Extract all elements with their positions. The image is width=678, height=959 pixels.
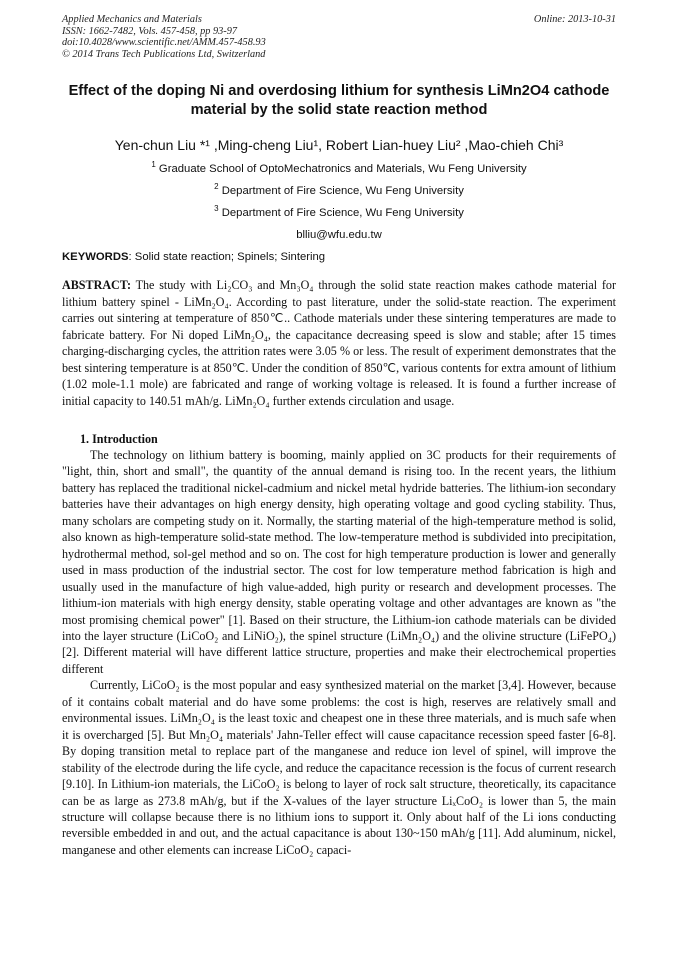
online-date: Online: 2013-10-31: [533, 14, 616, 25]
affiliation-1-text: Graduate School of OptoMechatronics and Materials, Wu Feng University: [158, 163, 527, 175]
paper-title: Effect of the doping Ni and overdosing lithium for synthesis LiMn2O4 cathode material by the solid state reaction method: [68, 83, 610, 118]
issn-line: ISSN: 1662-7482, Vols. 457-458, pp 93-97: [62, 25, 238, 37]
paragraph: Currently, LiCoO₂ is the most popular and easy synthesized material on the market [3,4]. However, because of it contains cobalt material and do have some problems: the cost is high, reserves are relatively small and environmental issues. LiMn₂O₄ is the least toxic and cheapest one in these three materials, and is much safe when it is overcharged [5]. But Mn₂O₄ materials' Jahn-Teller effect will cause capacitance recession speed faster [6-8]. By doping transition metal to replace part of the manganese and reduce ion level of spinel, will improve the stability of the electrode during the life cycle, and reduce the capacitance recession is the focus of current research [9.10]. In Lithium-ion materials, the LiCoO₂ is belong to layer of rock salt structure, theoretically, its capacitance can be as large as 273.8 mAh/g, but if the X-values of the layer structure LiₓCoO₂ is lower than 5, the main structure will collapse because there is no lithium ions to support it. Only about half of the Li ions conducting reversible embedded in and out, and the actual capacitance is about 130~150 mAh/g [11]. Add aluminum, nickel, manganese and other elements can increase LiCoO₂ capaci-: [62, 678, 616, 857]
affiliation-3-text: Department of Fire Science, Wu Feng University: [221, 207, 464, 219]
affiliation-2-text: Department of Fire Science, Wu Feng University: [221, 185, 464, 197]
keywords-text: : Solid state reaction; Spinels; Sintering: [128, 251, 326, 263]
copyright-line: © 2014 Trans Tech Publications Ltd, Switzerland: [62, 48, 266, 60]
affiliation-3: $^3$ Department of Fire Science, Wu Feng University: [214, 204, 464, 219]
author-list: Yen-chun Liu *¹ ,Ming-cheng Liu¹, Robert Lian-huey Liu² ,Mao-chieh Chi³: [114, 137, 564, 153]
abstract-text: The study with Li₂CO₃ and Mn₃O₄ through the solid state reaction makes cathode material for lithium battery spinel - LiMn₂O₄. According to past literature, under the solid-state reaction. The experiment carries out sintering at temperature of 850℃.. Cathode materials under these sintering temperatures are made to fabricate battery. For Ni doped LiMn₂O₄, the capacitance decreasing speed is slow and stable; after 15 times charging-discharging cycles, the attrition rates were 3.05 % or less. The result of experiment demonstrates that the best sintering temperature is at 850℃. Under the condition of 850℃, various contents for extra amount of lithium (1.02 mole-1.1 mole) are fabricated and range of working voltage is released. It is found a further increase of initial capacity to 140.51 mAh/g. LiMn₂O₄ further extends circulation and usage.: [62, 278, 616, 408]
abstract: [62, 277, 616, 409]
introduction-body: [62, 447, 616, 858]
doi-line: doi:10.4028/www.scientific.net/AMM.457-458.93: [62, 37, 266, 49]
section-heading: 1. Introduction: [80, 432, 158, 446]
journal-header: [62, 14, 266, 60]
keywords-label: KEYWORDS: [62, 251, 129, 263]
author-email: blliu@wfu.edu.tw: [296, 229, 382, 241]
paragraph: The technology on lithium battery is booming, mainly applied on 3C products for their requirements of "light, thin, short and small", the quantity of the annual demand is rising too. In the recent years, the lithium battery has replaced the traditional nickel-cadmium and nickel metal hydride batteries. The lithium-ion secondary batteries have their advantages on high energy density, high operating voltage and good cycling stability. Thus, many scholars are competing study on it. Normally, the starting material of the high-temperature method is solid, also known as high-temperature solid-state method. The low-temperature method is subdivided into precipitation, hydrothermal method, sol-gel method and so on. The cost for high temperature production is lower and generally used in mass production of the industrial sector. The cost for low temperature method fabrication is high and usually used in the manufacture of high value-added, high purity or research and development processes. The lithium-ion materials with high energy density, stable operating voltage and other advantages are known as "the most promising chemical power" [1]. Based on their structure, the Lithium-ion cathode materials can be divided into the layer structure (LiCoO₂ and LiNiO₂), the spinel structure (LiMn₂O₄) and the olivine structure (LiFePO₄) [2]. Different material will have different lattice structure, properties and make their electrochemical properties different: [62, 448, 616, 676]
affiliation-1: $^1$ Graduate School of OptoMechatronics and Materials, Wu Feng University: [151, 160, 527, 175]
abstract-label: ABSTRACT:: [62, 278, 131, 292]
journal-name: Applied Mechanics and Materials: [62, 14, 202, 25]
keywords: [62, 250, 616, 264]
affiliation-2: $^2$ Department of Fire Science, Wu Feng University: [214, 182, 464, 197]
